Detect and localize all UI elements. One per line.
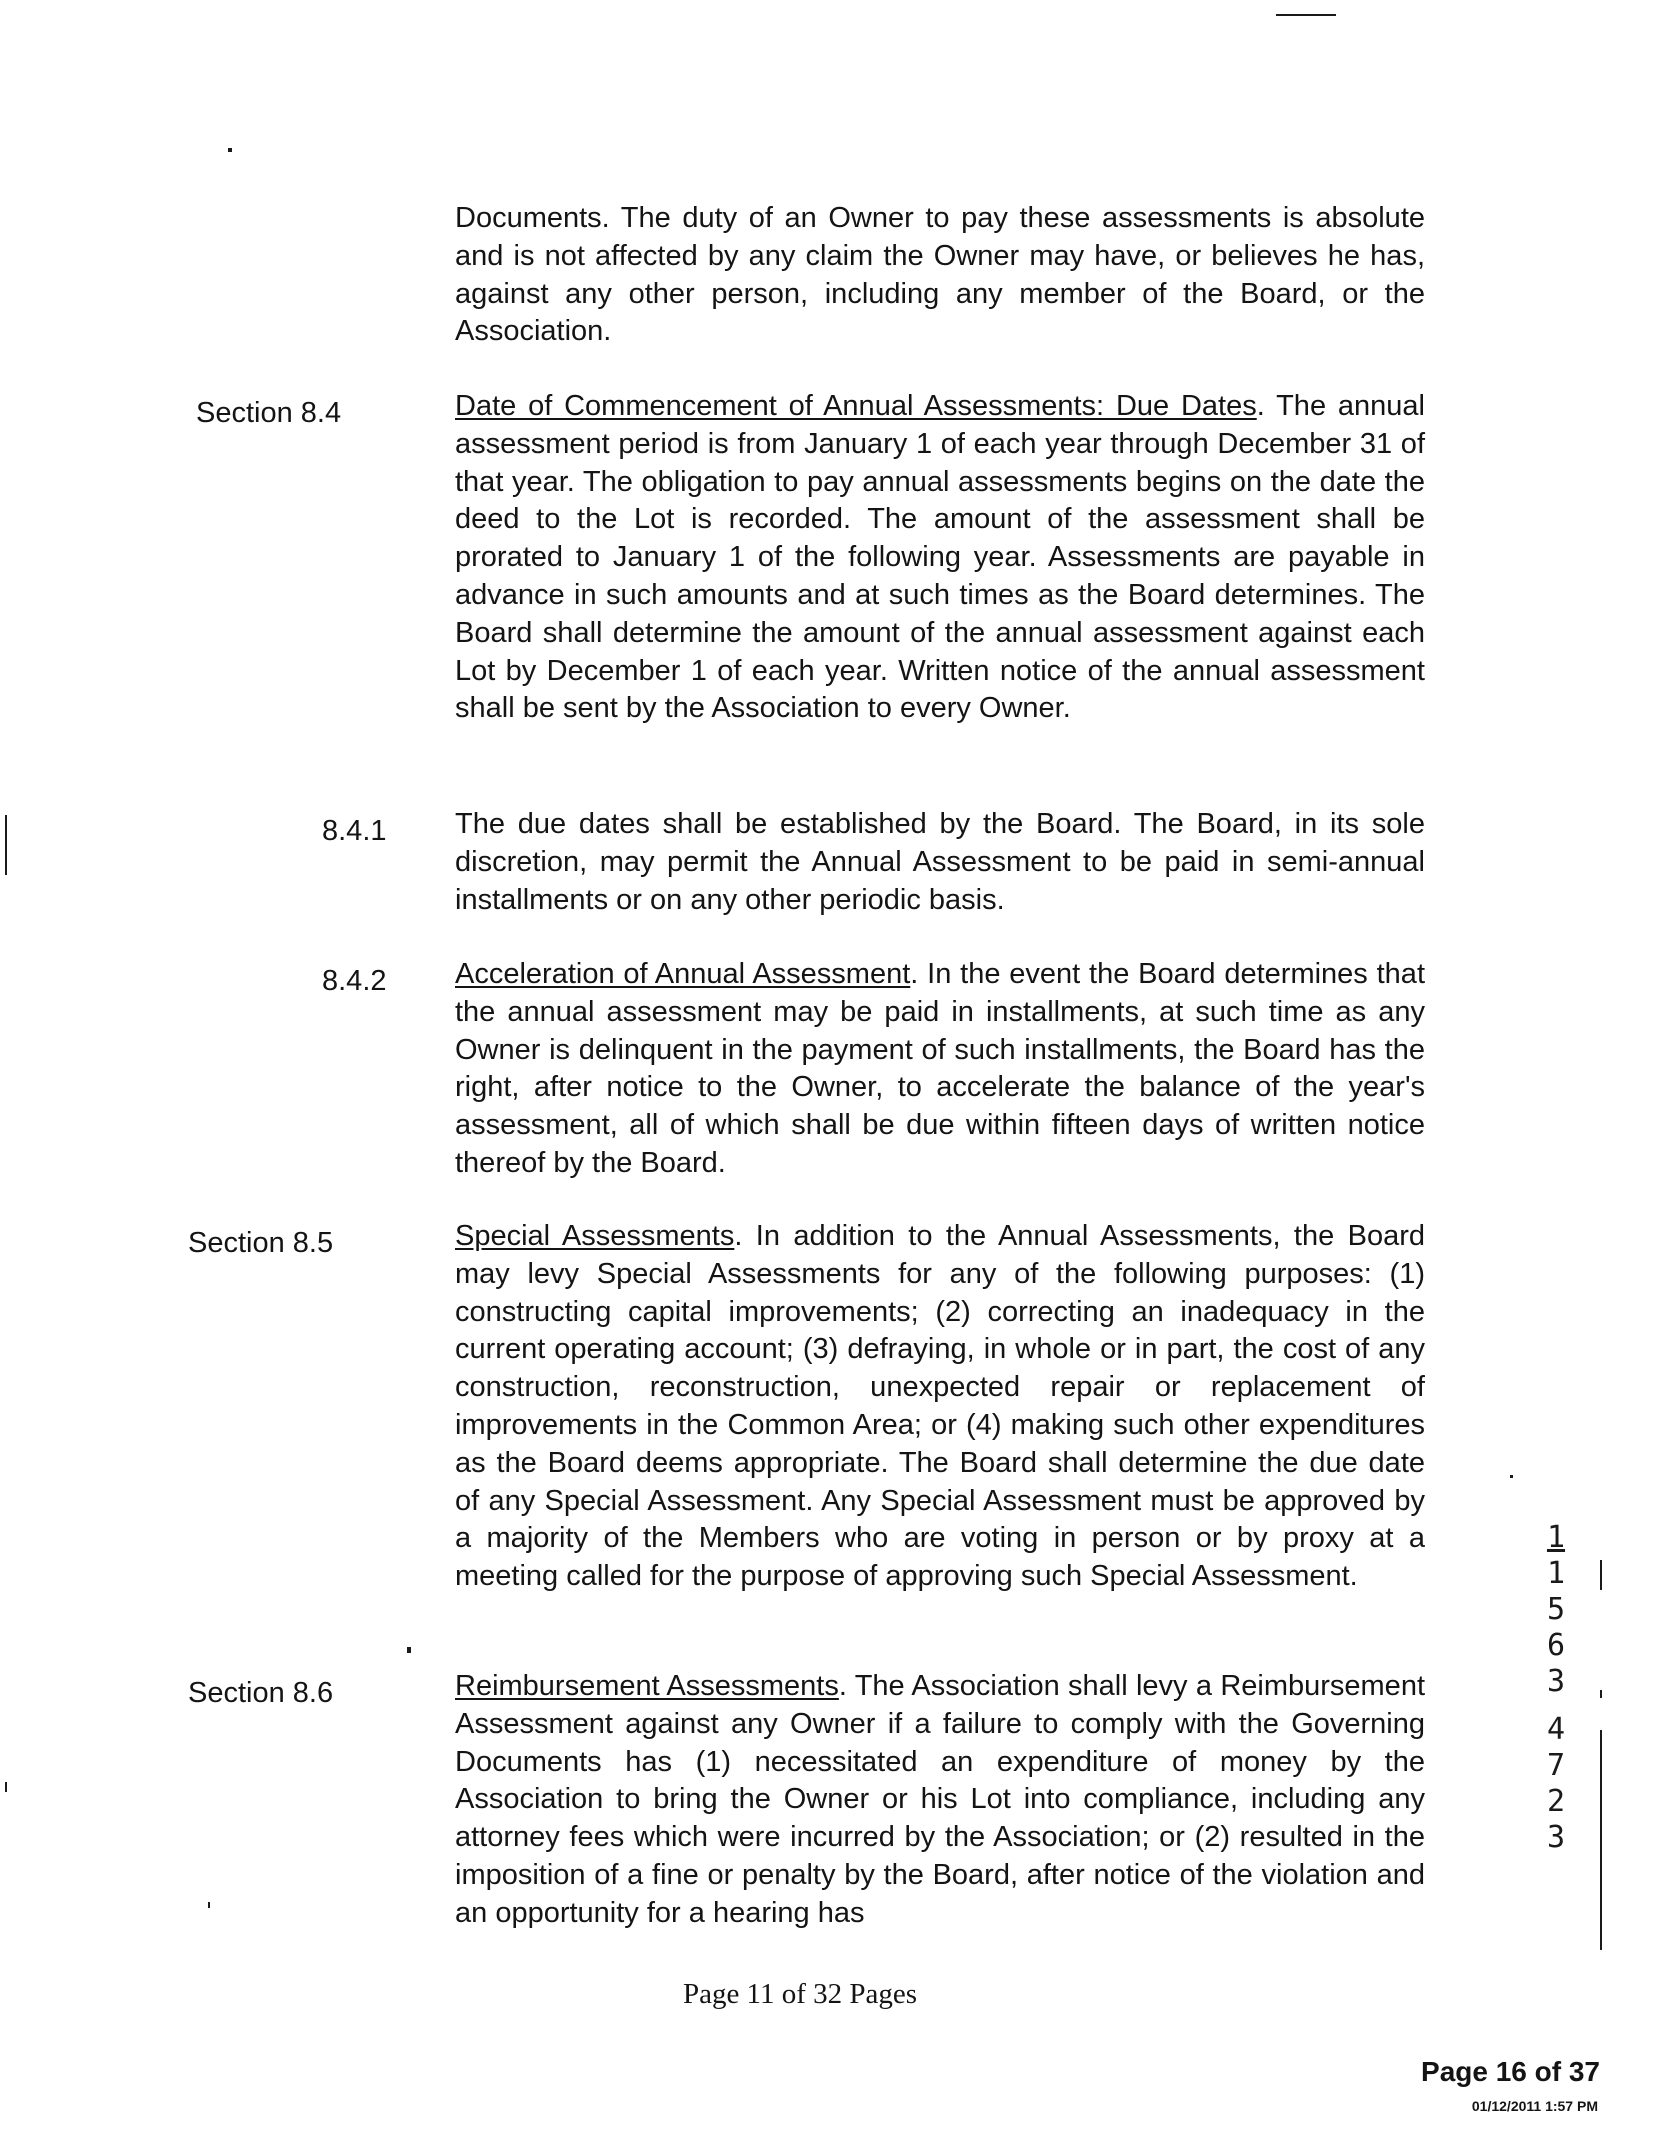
right-margin-line <box>1600 1730 1602 1950</box>
section-heading: Special Assessments <box>455 1220 735 1252</box>
speck-mark <box>208 1902 210 1908</box>
subsection-text: . In the event the Board determines that the annual assessment may be paid in installments, at such time as any Owner is delinquent in the payment of such installments, the Board has the right, after notice to the Owner, to accelerate the balance of the year's assessment, all of which shall be due within fifteen days of written notice thereof by the Board. <box>455 958 1425 1179</box>
subsection-heading: Acceleration of Annual Assessment <box>455 958 911 990</box>
subsection-text: The due dates shall be established by the Board. The Board, in its sole discretion, may permit the Annual Assessment to be paid in semi-annual installments or on any other periodic basis. <box>455 808 1425 916</box>
section-heading: Date of Commencement of Annual Assessments: Due Dates <box>455 390 1257 422</box>
section-label: Section 8.5 <box>188 1227 334 1259</box>
recording-number-top <box>1536 1520 1576 1700</box>
section-text: . The annual assessment period is from January 1 of each year through December 31 of that year. The obligation to pay annual assessments begins on the date the deed to the Lot is recorded. The amount of the assessment shall be prorated to January 1 of the following year. Assessments are payable in advance in such amounts and at such times as the Board determines. The Board shall determine the amount of the annual assessment against each Lot by December 1 of each year. Written notice of the annual assessment shall be sent by the Association to every Owner. <box>455 390 1425 725</box>
recording-number-bottom <box>1536 1712 1576 1856</box>
speck-mark <box>5 1782 7 1792</box>
recording-digit: 1 <box>1546 1520 1566 1555</box>
section-text: . The Association shall levy a Reimbursement Assessment against any Owner if a failure to comply with the Governing Documents has (1) necessitated an expenditure of money by the Association to bring the Owner or his Lot into compliance, including any attorney fees which were incurred by the Association; or (2) resulted in the imposition of a fine or penalty by the Board, after notice of the violation and an opportunity for a hearing has <box>455 1670 1426 1929</box>
section-text: . In addition to the Annual Assessments, the Board may levy Special Assessments for any of the following purposes: (1) constructing capital improvements; (2) correcting an inadequacy in the current operating account; (3) defraying, in whole or in part, the cost of any construction, reconstruction, unexpected repair or replacement of improvements in the Common Area; or (4) making such other expenditures as the Board deems appropriate. The Board shall determine the due date of any Special Assessment. Any Special Assessment must be approved by a majority of the Members who are voting in person or by proxy at a meeting called for the purpose of approving such Special Assessment. <box>455 1220 1425 1593</box>
section-body <box>455 388 1425 728</box>
section-body <box>455 1218 1425 1596</box>
recording-digit: 4 <box>1546 1712 1566 1747</box>
recording-datetime-stamp: 01/12/2011 1:57 PM <box>1471 2098 1598 2114</box>
right-margin-line <box>1600 1560 1602 1590</box>
recording-digit: 5 <box>1546 1592 1566 1627</box>
speck-mark <box>228 148 232 152</box>
subsection-body <box>455 956 1425 1183</box>
section-label: Section 8.6 <box>188 1677 334 1709</box>
page-footer: Page 11 of 32 Pages <box>682 1978 918 2010</box>
top-rule-mark <box>1276 14 1336 16</box>
recording-digit: 3 <box>1546 1664 1566 1699</box>
recording-page-stamp: Page 16 of 37 <box>1421 2056 1600 2087</box>
recording-digit: 1 <box>1546 1556 1566 1591</box>
section-heading: Reimbursement Assessments <box>455 1670 839 1702</box>
section-label: Section 8.4 <box>196 397 342 429</box>
recording-digit: 2 <box>1546 1784 1566 1819</box>
section-body <box>455 1668 1425 1933</box>
recording-digit: 6 <box>1546 1628 1566 1663</box>
subsection-label: 8.4.2 <box>322 965 387 997</box>
subsection-body <box>455 806 1425 919</box>
left-edge-mark <box>5 815 7 875</box>
speck-mark <box>407 1647 411 1653</box>
intro-paragraph: Documents. The duty of an Owner to pay these assessments is absolute and is not affected by any claim the Owner may have, or believes he has, against any other person, including any member of the Board, or the Association. <box>455 202 1425 348</box>
recording-digit: 7 <box>1546 1748 1566 1783</box>
recording-digit: 3 <box>1546 1820 1566 1855</box>
subsection-label: 8.4.1 <box>322 815 387 847</box>
speck-mark <box>1510 1475 1513 1478</box>
speck-mark <box>1600 1690 1602 1698</box>
